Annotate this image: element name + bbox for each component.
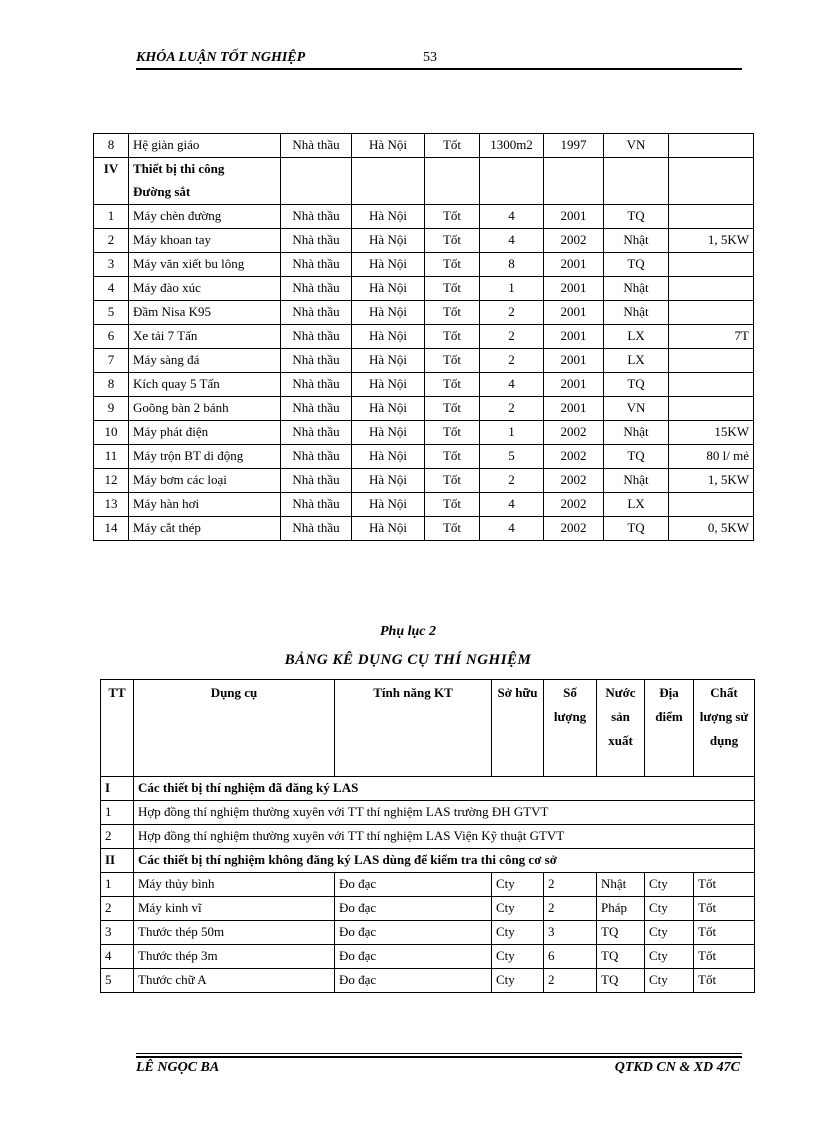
- table-cell: [669, 493, 754, 517]
- table-cell: Nhà thầu: [281, 421, 352, 445]
- table-row: [101, 825, 755, 849]
- table-cell: Hệ giàn giáo: [129, 134, 281, 158]
- table-cell: Tốt: [425, 517, 480, 541]
- table-cell: 3: [101, 921, 134, 945]
- equipment-table: [93, 133, 754, 541]
- table-cell: Tốt: [425, 301, 480, 325]
- table-cell: Nhà thầu: [281, 277, 352, 301]
- table-cell: Hà Nội: [352, 301, 425, 325]
- column-header: Sở hữu: [492, 680, 544, 777]
- column-header: Nước sản xuất: [597, 680, 645, 777]
- table-cell: [281, 181, 352, 205]
- table-cell: 2: [480, 325, 544, 349]
- table-cell: 14: [94, 517, 129, 541]
- table-cell: TQ: [604, 517, 669, 541]
- table-row: [94, 445, 754, 469]
- table-cell: 4: [480, 229, 544, 253]
- table-cell: [544, 158, 604, 182]
- table-cell: Nhật: [604, 469, 669, 493]
- table-cell: 1: [94, 205, 129, 229]
- row-number: 2: [101, 825, 134, 849]
- table-cell: 2: [544, 897, 597, 921]
- table-cell: Cty: [645, 945, 694, 969]
- table-cell: Hà Nội: [352, 205, 425, 229]
- table-cell: Máy thủy bình: [134, 873, 335, 897]
- table-cell: 1300m2: [480, 134, 544, 158]
- table-row: [101, 969, 755, 993]
- column-header: Chất lượng sử dụng: [694, 680, 755, 777]
- table-cell: [669, 397, 754, 421]
- table-cell: Cty: [645, 921, 694, 945]
- table-cell: Nhật: [597, 873, 645, 897]
- table-cell: 6: [544, 945, 597, 969]
- table-cell: IV: [94, 158, 129, 182]
- table-cell: [352, 158, 425, 182]
- table-cell: 11: [94, 445, 129, 469]
- table-cell: Đường sắt: [129, 181, 281, 205]
- table-cell: TQ: [597, 945, 645, 969]
- table-cell: Hà Nội: [352, 493, 425, 517]
- table-cell: 0, 5KW: [669, 517, 754, 541]
- table-cell: Máy phát điện: [129, 421, 281, 445]
- table-row: [101, 945, 755, 969]
- table-row: [94, 277, 754, 301]
- table-cell: Tốt: [425, 421, 480, 445]
- table-row: [94, 229, 754, 253]
- table-cell: Thước thép 50m: [134, 921, 335, 945]
- column-header: Địa điểm: [645, 680, 694, 777]
- table-cell: 4: [480, 205, 544, 229]
- table-row: [94, 469, 754, 493]
- table-cell: Máy kinh vĩ: [134, 897, 335, 921]
- table-cell: Tốt: [694, 945, 755, 969]
- section-row: [101, 777, 755, 801]
- column-header: Dụng cụ: [134, 680, 335, 777]
- table-cell: Nhà thầu: [281, 469, 352, 493]
- table-cell: Nhật: [604, 229, 669, 253]
- table-cell: [669, 205, 754, 229]
- table-cell: Tốt: [425, 205, 480, 229]
- table-row: [94, 349, 754, 373]
- table-cell: Tốt: [425, 277, 480, 301]
- table-cell: Tốt: [425, 134, 480, 158]
- table-cell: 1: [480, 421, 544, 445]
- table-row: [94, 253, 754, 277]
- table-cell: 2002: [544, 445, 604, 469]
- footer-rule: [136, 1056, 742, 1058]
- table-cell: [669, 181, 754, 205]
- table-cell: 5: [101, 969, 134, 993]
- table-cell: 1: [101, 873, 134, 897]
- table-cell: Nhà thầu: [281, 325, 352, 349]
- table-cell: VN: [604, 134, 669, 158]
- table-cell: 2001: [544, 373, 604, 397]
- table-cell: 2: [94, 229, 129, 253]
- table-cell: TQ: [604, 205, 669, 229]
- section-row: [101, 849, 755, 873]
- page-header: [136, 48, 742, 70]
- table-cell: 2001: [544, 397, 604, 421]
- table-cell: Máy trộn BT di động: [129, 445, 281, 469]
- section-title: Các thiết bị thí nghiệm đã đăng ký LAS: [134, 777, 755, 801]
- table-cell: Hà Nội: [352, 253, 425, 277]
- table-cell: 2: [480, 349, 544, 373]
- table-cell: [480, 158, 544, 182]
- table-cell: Nhật: [604, 301, 669, 325]
- table-cell: 4: [480, 373, 544, 397]
- header-rule: [136, 68, 742, 70]
- table-cell: Máy chèn đường: [129, 205, 281, 229]
- table-cell: Tốt: [425, 493, 480, 517]
- table-cell: Thước thép 3m: [134, 945, 335, 969]
- table-cell: Tốt: [425, 445, 480, 469]
- table-cell: [425, 181, 480, 205]
- table-cell: Cty: [492, 897, 544, 921]
- table-cell: Nhà thầu: [281, 301, 352, 325]
- table-cell: Hà Nội: [352, 397, 425, 421]
- table-cell: 12: [94, 469, 129, 493]
- table-cell: 10: [94, 421, 129, 445]
- table-cell: Hà Nội: [352, 469, 425, 493]
- table-cell: [544, 181, 604, 205]
- table-cell: Nhà thầu: [281, 349, 352, 373]
- table-cell: 8: [94, 134, 129, 158]
- table-cell: Nhà thầu: [281, 134, 352, 158]
- table-cell: 2002: [544, 469, 604, 493]
- table-row: [94, 301, 754, 325]
- table-cell: Goõng bàn 2 bánh: [129, 397, 281, 421]
- table-row: [101, 897, 755, 921]
- table-cell: Xe tải 7 Tấn: [129, 325, 281, 349]
- table-cell: [669, 158, 754, 182]
- table-row: [94, 517, 754, 541]
- table-cell: Hà Nội: [352, 277, 425, 301]
- section-number: II: [101, 849, 134, 873]
- table-cell: TQ: [604, 253, 669, 277]
- table-row: [94, 397, 754, 421]
- table-cell: Cty: [492, 873, 544, 897]
- footer-class: QTKD CN & XD 47C: [614, 1060, 740, 1075]
- table-cell: Nhật: [604, 421, 669, 445]
- table-cell: Hợp đồng thí nghiệm thường xuyên với TT thí nghiệm LAS Viện Kỹ thuật GTVT: [134, 825, 755, 849]
- table-cell: 2001: [544, 205, 604, 229]
- appendix-heading: BẢNG KÊ DỤNG CỤ THÍ NGHIỆM: [284, 652, 532, 668]
- table-row: [101, 801, 755, 825]
- table-cell: Cty: [645, 897, 694, 921]
- table-cell: [352, 181, 425, 205]
- table-cell: [425, 158, 480, 182]
- table-cell: Hà Nội: [352, 349, 425, 373]
- table-cell: Hà Nội: [352, 325, 425, 349]
- table-cell: Hà Nội: [352, 229, 425, 253]
- row-number: 1: [101, 801, 134, 825]
- table-cell: 4: [480, 517, 544, 541]
- table-cell: Nhà thầu: [281, 253, 352, 277]
- table-cell: 2: [544, 873, 597, 897]
- table-cell: Nhà thầu: [281, 229, 352, 253]
- table-cell: 2002: [544, 229, 604, 253]
- table-cell: Đo đạc: [335, 897, 492, 921]
- table-cell: [281, 158, 352, 182]
- table-row: [94, 325, 754, 349]
- table-row: [94, 493, 754, 517]
- table-cell: Nhà thầu: [281, 445, 352, 469]
- table-cell: Tốt: [425, 373, 480, 397]
- table-cell: Máy bơm các loại: [129, 469, 281, 493]
- table-cell: TQ: [597, 921, 645, 945]
- table-cell: Tốt: [694, 873, 755, 897]
- table-cell: [480, 181, 544, 205]
- table-cell: Đầm Nisa K95: [129, 301, 281, 325]
- table-cell: 2002: [544, 493, 604, 517]
- table-cell: 4: [480, 493, 544, 517]
- table-cell: Nhật: [604, 277, 669, 301]
- table-cell: 6: [94, 325, 129, 349]
- table-cell: [669, 301, 754, 325]
- table-cell: Cty: [645, 873, 694, 897]
- table-cell: Hà Nội: [352, 445, 425, 469]
- table-cell: 2001: [544, 349, 604, 373]
- table-cell: Nhà thầu: [281, 493, 352, 517]
- table-cell: LX: [604, 325, 669, 349]
- page-number: 53: [423, 50, 437, 65]
- table-cell: Tốt: [425, 397, 480, 421]
- table-cell: Hà Nội: [352, 517, 425, 541]
- table-cell: 15KW: [669, 421, 754, 445]
- header-title: KHÓA LUẬN TỐT NGHIỆP: [136, 50, 306, 65]
- table-row: [94, 158, 754, 182]
- table-cell: Nhà thầu: [281, 205, 352, 229]
- table-cell: Nhà thầu: [281, 397, 352, 421]
- table-cell: Cty: [645, 969, 694, 993]
- table-cell: [669, 373, 754, 397]
- table-cell: Tốt: [425, 349, 480, 373]
- column-header: Tính năng KT: [335, 680, 492, 777]
- table-cell: Kích quay 5 Tấn: [129, 373, 281, 397]
- table-cell: 2001: [544, 277, 604, 301]
- table-cell: LX: [604, 493, 669, 517]
- table-cell: Tốt: [425, 325, 480, 349]
- table-cell: 2002: [544, 421, 604, 445]
- table-cell: 2: [480, 301, 544, 325]
- table-cell: Tốt: [425, 253, 480, 277]
- table-row: [94, 134, 754, 158]
- table-cell: 4: [94, 277, 129, 301]
- table-cell: Đo đạc: [335, 969, 492, 993]
- table-cell: VN: [604, 397, 669, 421]
- table-row: [101, 873, 755, 897]
- table-cell: Nhà thầu: [281, 373, 352, 397]
- table-cell: 5: [94, 301, 129, 325]
- table-cell: TQ: [604, 373, 669, 397]
- table-cell: Tốt: [425, 229, 480, 253]
- table-cell: 1, 5KW: [669, 469, 754, 493]
- table-cell: [604, 181, 669, 205]
- table-header-row: [101, 680, 755, 777]
- table-cell: 1997: [544, 134, 604, 158]
- table-cell: Máy văn xiết bu lông: [129, 253, 281, 277]
- table-cell: Đo đạc: [335, 945, 492, 969]
- table-cell: [604, 158, 669, 182]
- table-cell: [669, 349, 754, 373]
- table-row: [94, 205, 754, 229]
- table-row: [101, 921, 755, 945]
- section-number: I: [101, 777, 134, 801]
- table-cell: 9: [94, 397, 129, 421]
- table-cell: Máy cắt thép: [129, 517, 281, 541]
- table-cell: Máy khoan tay: [129, 229, 281, 253]
- table-cell: Hà Nội: [352, 421, 425, 445]
- table-cell: 2: [101, 897, 134, 921]
- table-cell: Máy sàng đá: [129, 349, 281, 373]
- table-cell: 4: [101, 945, 134, 969]
- column-header: TT: [101, 680, 134, 777]
- table-cell: 2: [480, 397, 544, 421]
- table-cell: Hà Nội: [352, 373, 425, 397]
- table-cell: Thước chữ A: [134, 969, 335, 993]
- table-cell: 13: [94, 493, 129, 517]
- table-cell: Tốt: [694, 897, 755, 921]
- table-cell: 1: [480, 277, 544, 301]
- table-cell: Nhà thầu: [281, 517, 352, 541]
- table-cell: TQ: [597, 969, 645, 993]
- table-cell: [669, 253, 754, 277]
- table-cell: Đo đạc: [335, 873, 492, 897]
- footer-author: LÊ NGỌC BA: [136, 1060, 220, 1075]
- table-cell: TQ: [604, 445, 669, 469]
- section-title: Các thiết bị thí nghiệm không đăng ký LAS dùng để kiểm tra thi công cơ sở: [134, 849, 755, 873]
- table-cell: Pháp: [597, 897, 645, 921]
- table-cell: 5: [480, 445, 544, 469]
- table-cell: Tốt: [694, 969, 755, 993]
- table-cell: Đo đạc: [335, 921, 492, 945]
- table-cell: [94, 181, 129, 205]
- table-cell: Tốt: [425, 469, 480, 493]
- table-cell: Tốt: [694, 921, 755, 945]
- table-cell: 3: [544, 921, 597, 945]
- table-cell: 2001: [544, 325, 604, 349]
- table-cell: Cty: [492, 969, 544, 993]
- table-row: [94, 421, 754, 445]
- table-cell: 2: [544, 969, 597, 993]
- table-cell: 80 l/ mẻ: [669, 445, 754, 469]
- table-cell: 2: [480, 469, 544, 493]
- table-cell: 2001: [544, 301, 604, 325]
- table-cell: 1, 5KW: [669, 229, 754, 253]
- table-row: [94, 181, 754, 205]
- table-cell: 7T: [669, 325, 754, 349]
- table-cell: 8: [94, 373, 129, 397]
- table-cell: LX: [604, 349, 669, 373]
- column-header: Số lượng: [544, 680, 597, 777]
- table-cell: 2001: [544, 253, 604, 277]
- table-cell: [669, 134, 754, 158]
- table-cell: 3: [94, 253, 129, 277]
- table-cell: [669, 277, 754, 301]
- table-cell: 2002: [544, 517, 604, 541]
- table-cell: Máy hàn hơi: [129, 493, 281, 517]
- footer-rule: [136, 1053, 742, 1054]
- table-cell: 8: [480, 253, 544, 277]
- table-cell: Hợp đồng thí nghiệm thường xuyên với TT thí nghiệm LAS trường ĐH GTVT: [134, 801, 755, 825]
- table-cell: 7: [94, 349, 129, 373]
- table-cell: Cty: [492, 921, 544, 945]
- appendix-caption: Phụ lục 2: [379, 624, 436, 639]
- table-cell: Hà Nội: [352, 134, 425, 158]
- table-row: [94, 373, 754, 397]
- lab-equipment-table: [100, 679, 755, 993]
- table-cell: Cty: [492, 945, 544, 969]
- table-cell: Máy đào xúc: [129, 277, 281, 301]
- table-cell: Thiết bị thi công: [129, 158, 281, 182]
